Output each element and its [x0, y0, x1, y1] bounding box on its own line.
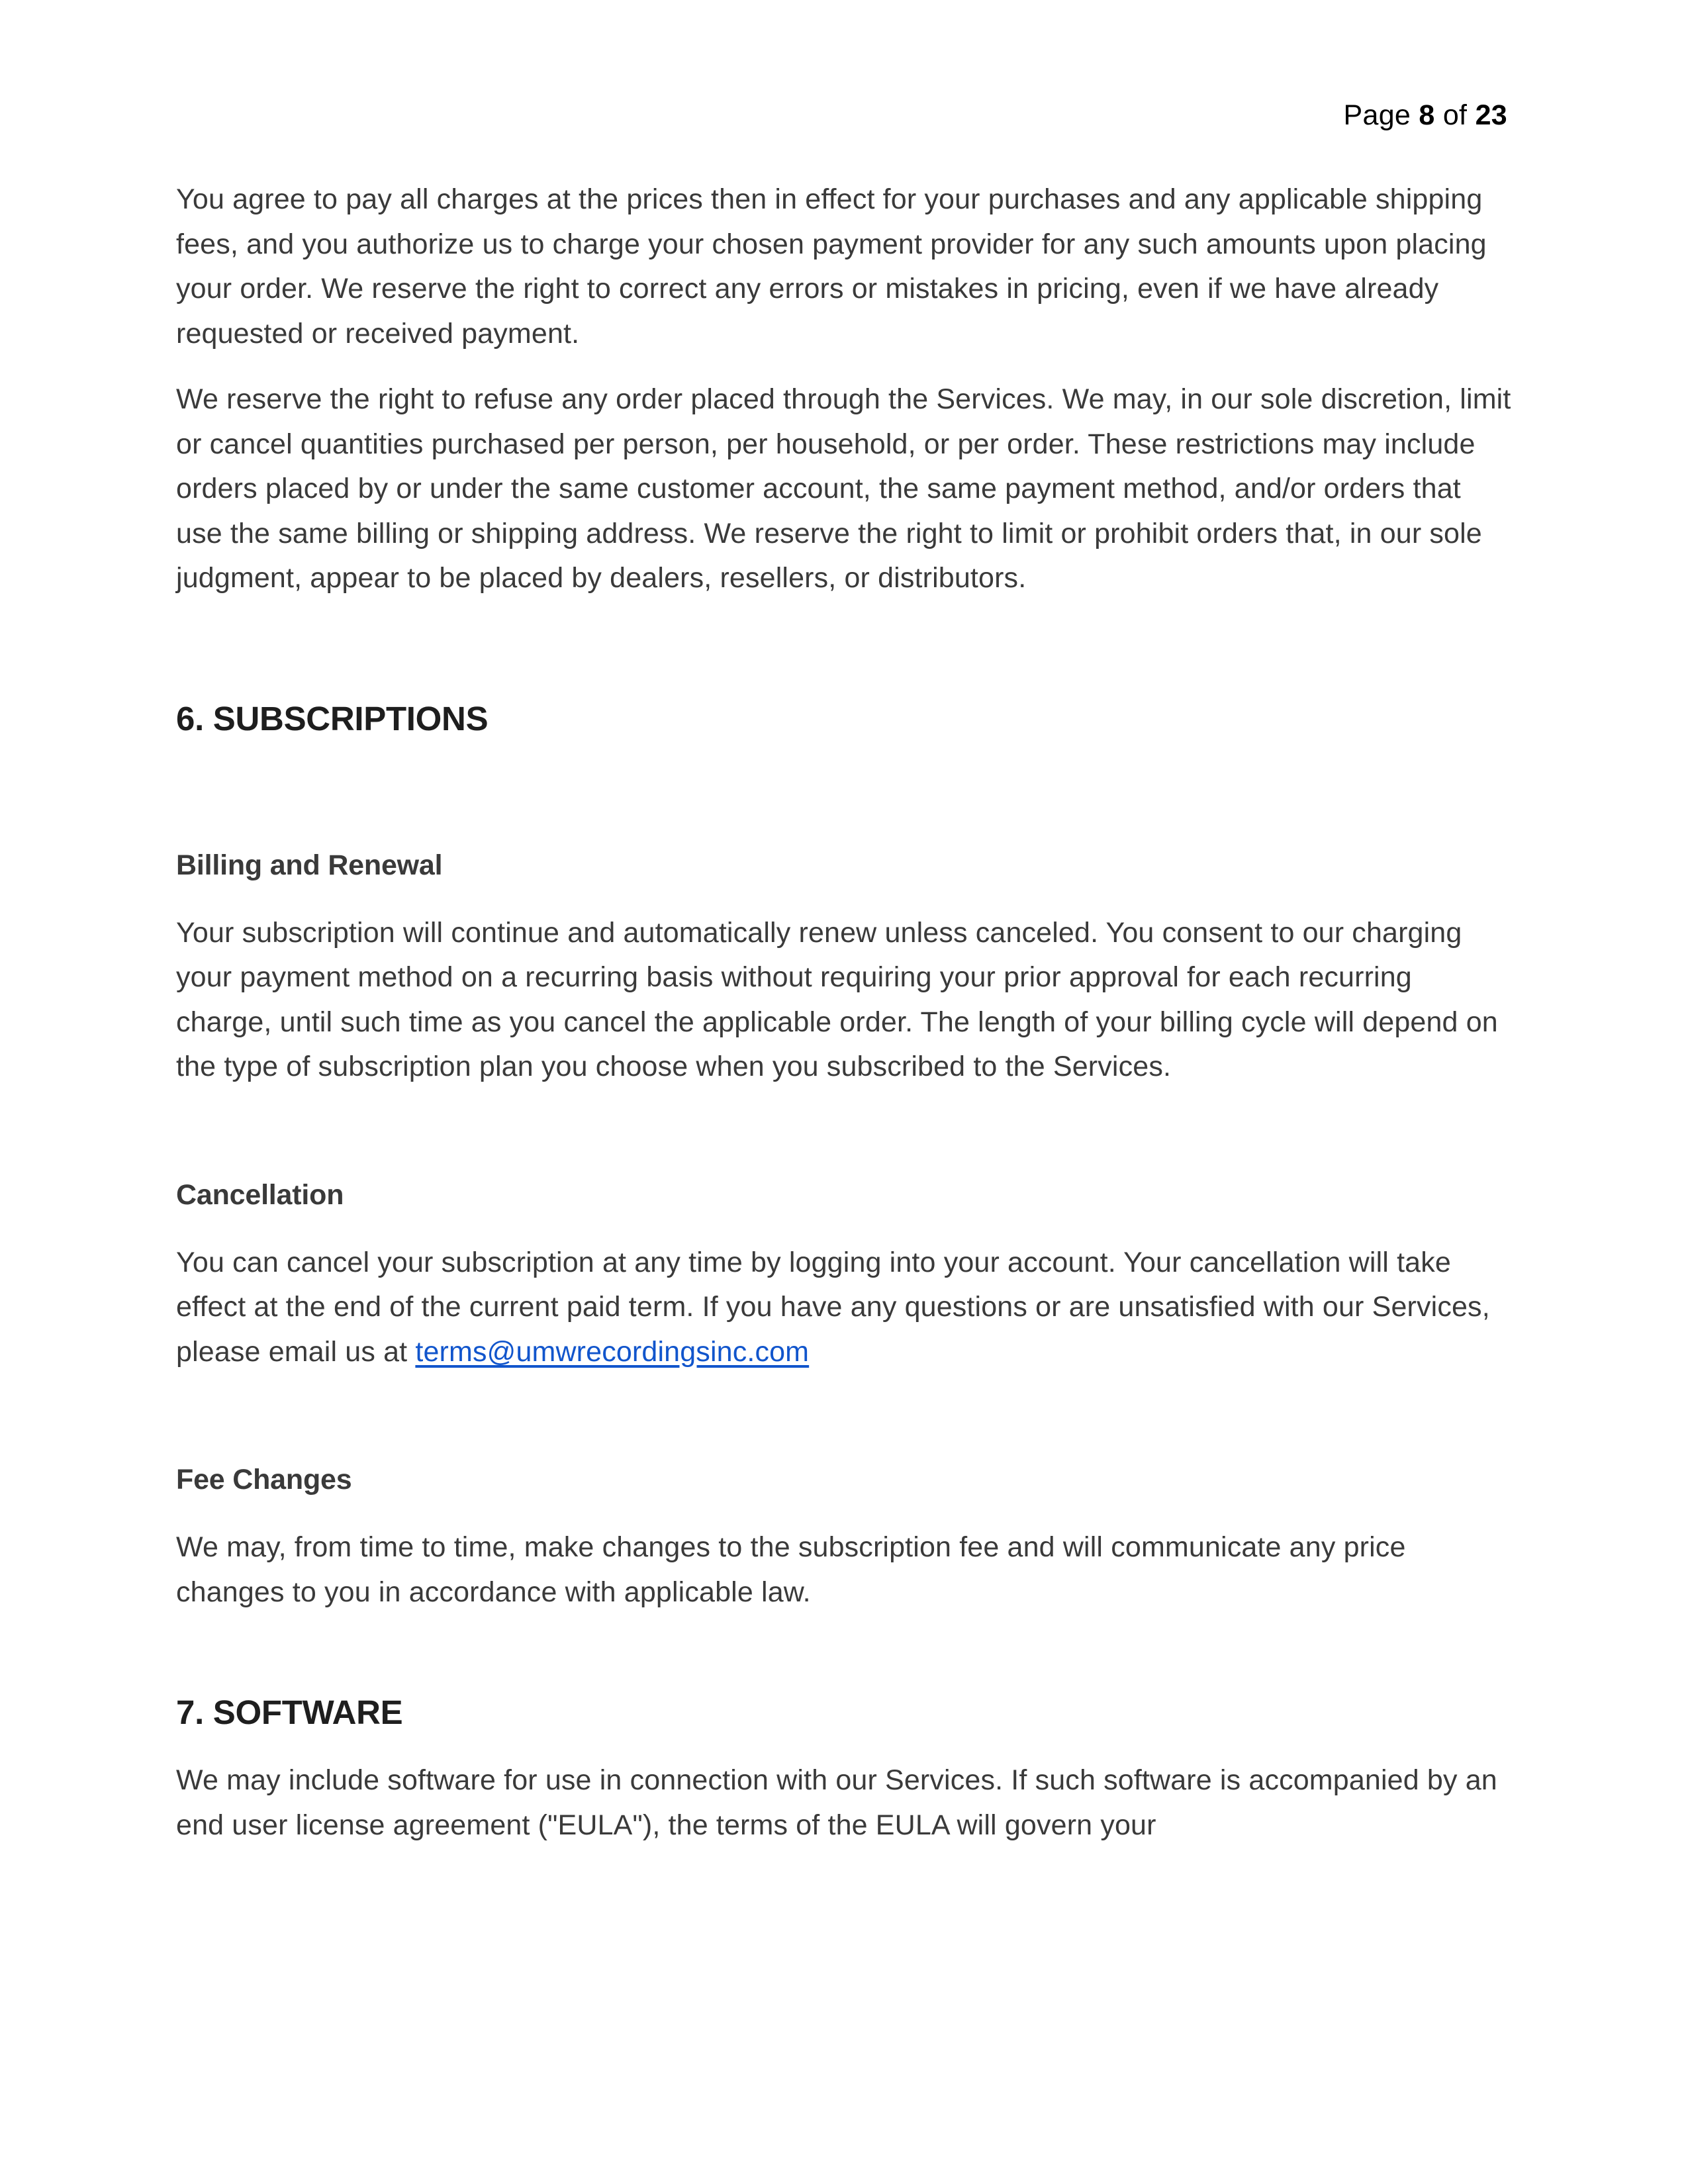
page-of-label: of: [1442, 99, 1468, 131]
fee-changes-paragraph: We may, from time to time, make changes to the subscription fee and will communicate any price changes to you in accordance with applicable law.: [176, 1531, 1406, 1608]
page-number: [1344, 99, 1508, 132]
purchases-paragraph-2: We reserve the right to refuse any order placed through the Services. We may, in our sole discretion, limit or cancel quantities purchased per person, per household, or per order. These restrictions may include orders placed by or under the same customer account, the same payment method, and/or orders that use the same billing or shipping address. We reserve the right to limit or prohibit orders that, in our sole judgment, appear to be placed by dealers, resellers, or distributors.: [176, 383, 1511, 594]
section-heading-subscriptions: 6. SUBSCRIPTIONS: [176, 699, 489, 737]
subheading-fee-changes: Fee Changes: [176, 1464, 352, 1496]
page-total: 23: [1475, 99, 1507, 131]
contact-email-link[interactable]: terms@umwrecordingsinc.com: [415, 1335, 810, 1368]
page-current: 8: [1419, 99, 1435, 131]
software-paragraph: We may include software for use in connection with our Services. If such software is accompanied by an end user license agreement ("EULA"), the terms of the EULA will govern your: [176, 1764, 1497, 1841]
page-label: Page: [1343, 99, 1411, 131]
section-heading-software: 7. SOFTWARE: [176, 1693, 403, 1731]
document-body: [176, 177, 1513, 1848]
subheading-cancellation: Cancellation: [176, 1178, 344, 1211]
cancellation-text: You can cancel your subscription at any time by logging into your account. Your cancellation will take effect at the end of the current paid term. If you have any questions or are unsatisfied with our Services, please email us at: [176, 1246, 1490, 1368]
cancellation-paragraph: [176, 1241, 1513, 1375]
purchases-paragraph-1: You agree to pay all charges at the prices then in effect for your purchases and any applicable shipping fees, and you authorize us to charge your chosen payment provider for any such amounts upon placing your order. We reserve the right to correct any errors or mistakes in pricing, even if we have already requested or received payment.: [176, 183, 1487, 350]
billing-renewal-paragraph: Your subscription will continue and automatically renew unless canceled. You consent to our charging your payment method on a recurring basis without requiring your prior approval for each recurring charge, until such time as you cancel the applicable order. The length of your billing cycle will depend on the type of subscription plan you choose when you subscribed to the Services.: [176, 916, 1498, 1082]
subheading-billing-renewal: Billing and Renewal: [176, 849, 443, 881]
